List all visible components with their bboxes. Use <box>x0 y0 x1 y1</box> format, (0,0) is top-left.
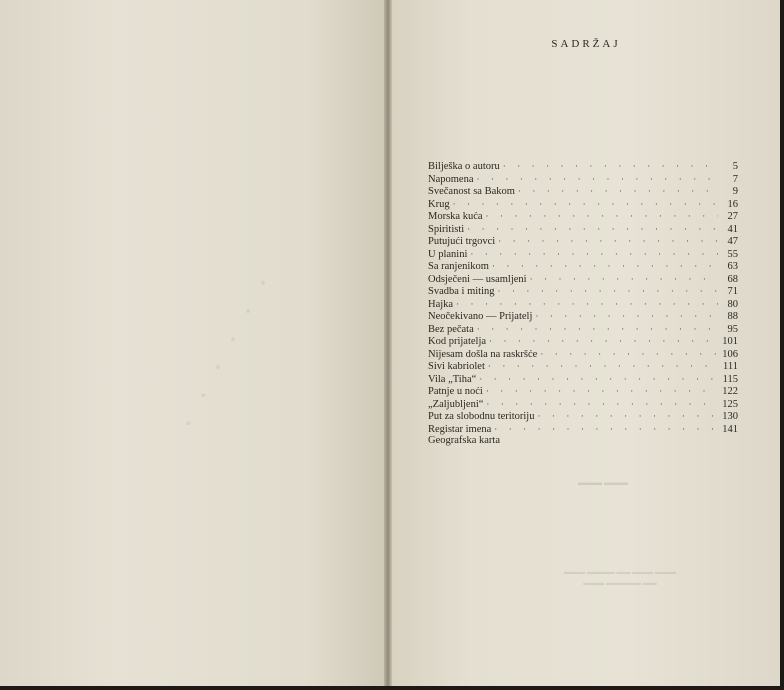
page-edge-bottom <box>0 686 784 690</box>
toc-entry <box>428 173 738 186</box>
toc-entry <box>428 298 738 311</box>
toc-entry-title: Putujući trgovci <box>428 236 496 247</box>
toc-entry-title: Bilješka o autoru <box>428 161 500 172</box>
toc-entry-page: 122 <box>722 386 738 397</box>
toc-entry <box>428 310 738 323</box>
toc-entry-title: Bez pečata <box>428 323 474 335</box>
dot-leader <box>486 398 718 411</box>
toc-entry-title: Odsječeni — usamljeni <box>428 273 527 285</box>
dot-leader <box>518 185 718 198</box>
toc-entry <box>428 285 738 298</box>
dot-leader <box>498 235 718 248</box>
toc-entry <box>428 373 738 386</box>
toc-entry-page: 141 <box>722 423 738 435</box>
toc-entry-title: Spiritisti <box>428 223 465 235</box>
toc-entry-page: 95 <box>727 323 738 335</box>
toc-entry-title: Svečanost sa Bakom <box>428 186 515 197</box>
dot-leader <box>492 260 718 273</box>
toc-entry-title: Svadba i miting <box>428 286 495 297</box>
toc-entry <box>428 248 738 261</box>
toc-entry <box>428 435 738 448</box>
dot-leader <box>477 323 718 336</box>
toc-entry-page: 5 <box>732 161 738 172</box>
show-through-block: ▬▬▬ ▬▬▬▬ ▬▬ ▬▬▬ ▬▬▬ ▬▬▬ ▬▬▬▬▬ ▬▬ <box>564 568 676 587</box>
toc-entry-title: Put za slobodnu teritoriju <box>428 411 535 422</box>
toc-entry-title: Geografska karta <box>428 435 501 446</box>
book-gutter <box>384 0 392 686</box>
toc-entry-page: 47 <box>727 236 738 247</box>
dot-leader <box>537 410 718 423</box>
toc-entry <box>428 223 738 236</box>
page-edge-right <box>780 0 784 690</box>
toc-entry <box>428 335 738 348</box>
toc-entry-page: 55 <box>727 248 738 260</box>
show-through-text: · · · · · · <box>170 264 286 438</box>
toc-entry-page: 106 <box>722 348 738 360</box>
toc-entry-title: Hajka <box>428 298 454 310</box>
toc-entry-page: 27 <box>727 211 738 222</box>
toc-entry-title: Krug <box>428 198 450 210</box>
toc-entry-page: 68 <box>727 273 738 285</box>
toc-entry-title: Nijesam došla na raskršće <box>428 348 538 360</box>
toc-entry <box>428 323 738 336</box>
toc-entry-title: „Zaljubljeni“ <box>428 398 484 410</box>
toc-entry <box>428 273 738 286</box>
toc-entry-page: 7 <box>732 173 738 185</box>
toc-entry-page: 41 <box>727 223 738 235</box>
dot-leader <box>486 385 718 398</box>
toc-entry-page: 9 <box>732 186 738 197</box>
toc-entry-page: 16 <box>727 198 738 210</box>
dot-leader <box>540 348 718 361</box>
dot-leader <box>476 173 718 186</box>
toc-entry-page: 80 <box>727 298 738 310</box>
dot-leader <box>498 285 719 298</box>
toc-entry <box>428 198 738 211</box>
toc-entry-title: Registar imena <box>428 423 492 435</box>
dot-leader <box>535 310 718 323</box>
dot-leader <box>503 160 718 173</box>
toc-entry-title: Sa ranjenikom <box>428 261 489 272</box>
toc-entry-title: Patnje u noći <box>428 386 483 397</box>
dot-leader <box>470 248 718 261</box>
toc-entry-title: Morska kuća <box>428 211 483 222</box>
toc-entry-page: 88 <box>727 311 738 322</box>
toc-entry-title: Neočekivano — Prijatelj <box>428 311 533 322</box>
dot-leader <box>489 335 718 348</box>
dot-leader <box>530 273 718 286</box>
toc-entry-page: 125 <box>722 398 738 410</box>
toc-entry-title: U planini <box>428 248 468 260</box>
toc-entry-page: 130 <box>722 411 738 422</box>
left-page <box>0 0 384 686</box>
toc-entry <box>428 260 738 273</box>
toc-entry-page: 101 <box>722 336 738 347</box>
contents-title: SADRŽAJ <box>551 38 621 50</box>
toc-entry <box>428 160 738 173</box>
toc-entry <box>428 398 738 411</box>
dot-leader <box>486 210 718 223</box>
toc-entry <box>428 423 738 436</box>
toc-entry <box>428 385 738 398</box>
toc-entry <box>428 348 738 361</box>
show-through-line: ▬▬▬ ▬▬▬ <box>578 478 628 487</box>
toc-entry <box>428 410 738 423</box>
toc-entry-page: 115 <box>722 373 738 385</box>
dot-leader <box>488 360 718 373</box>
toc-entry <box>428 235 738 248</box>
toc-entry-title: Vila „Tiha“ <box>428 373 477 385</box>
toc-entry-page: 63 <box>727 261 738 272</box>
table-of-contents <box>428 160 738 448</box>
toc-entry-page: 111 <box>723 361 738 372</box>
toc-entry-page: 71 <box>727 286 738 297</box>
toc-entry <box>428 185 738 198</box>
toc-entry-title: Sivi kabriolet <box>428 361 485 372</box>
toc-entry-title: Napomena <box>428 173 474 185</box>
dot-leader <box>494 423 718 436</box>
dot-leader <box>456 298 718 311</box>
toc-entry <box>428 210 738 223</box>
dot-leader <box>479 373 718 386</box>
dot-leader <box>453 198 718 211</box>
toc-entry-title: Kod prijatelja <box>428 336 487 347</box>
dot-leader <box>467 223 718 236</box>
toc-entry <box>428 360 738 373</box>
